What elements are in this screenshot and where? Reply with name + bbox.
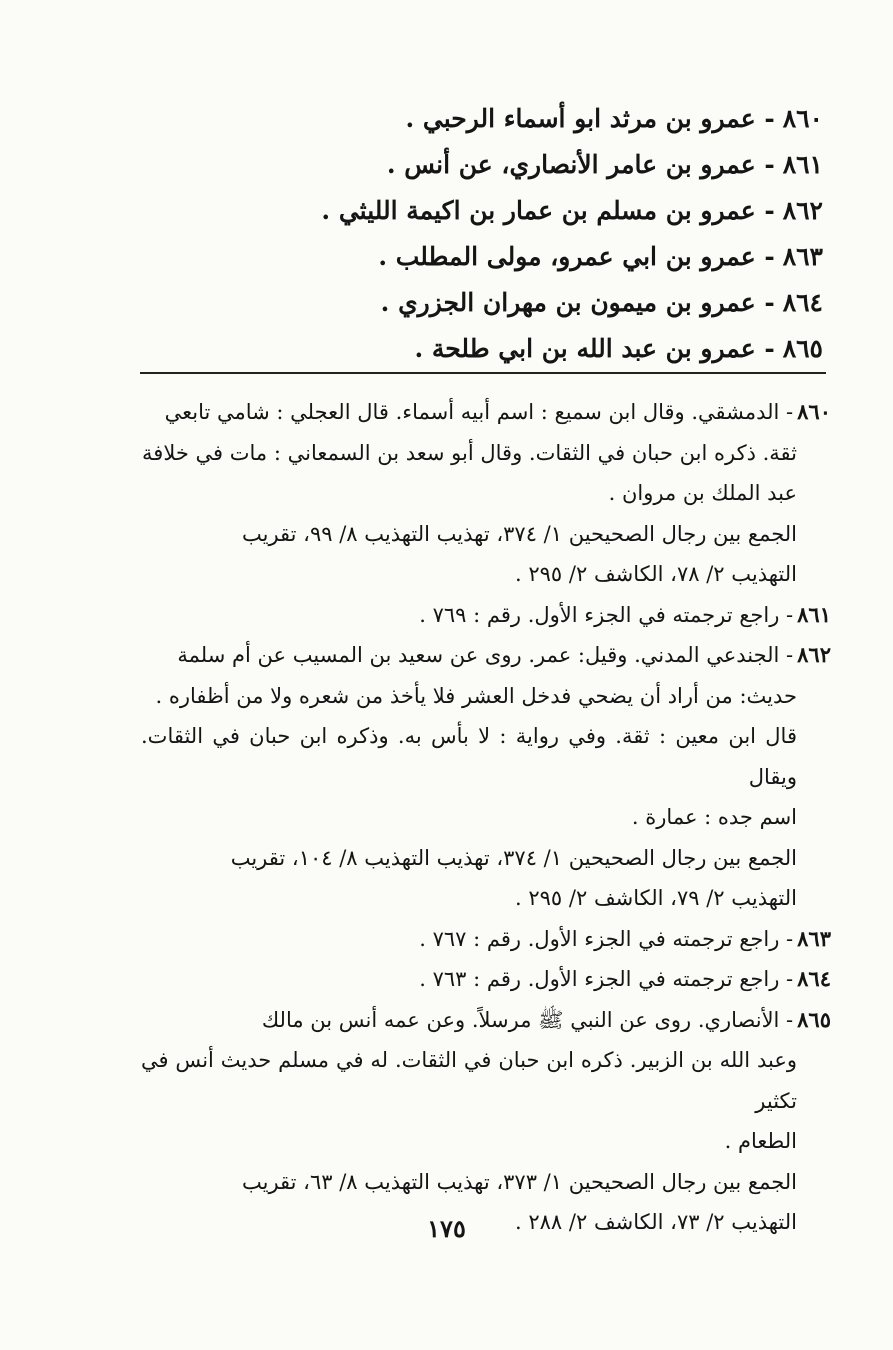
footnote-line: قال ابن معين : ثقة. وفي رواية : لا بأس به. وذكره ابن حبان في الثقات. ويقال bbox=[141, 724, 797, 789]
footnote-line: ٨٦٢- الجندعي المدني. وقيل: عمر. روى عن سعيد بن المسيب عن أم سلمة bbox=[177, 642, 831, 667]
footnote-865 bbox=[141, 1000, 831, 1243]
footnote-line: وعبد الله بن الزبير. ذكره ابن حبان في الثقات. له في مسلم حديث أنس في تكثير bbox=[141, 1048, 797, 1113]
footnote-line: الجمع بين رجال الصحيحين ١/ ٣٧٣، تهذيب التهذيب ٨/ ٦٣، تقريب bbox=[241, 1169, 797, 1194]
footnote-line: حديث: من أراد أن يضحي فدخل العشر فلا يأخذ من شعره ولا من أظفاره . bbox=[155, 683, 797, 708]
footnote-number: ٨٦٤ bbox=[797, 966, 831, 991]
footnote-line: ٨٦١- راجع ترجمته في الجزء الأول. رقم : ٧٦٩ . bbox=[419, 601, 831, 627]
entry-number: ٨٦٥ bbox=[782, 334, 823, 363]
footnote-line: التهذيب ٢/ ٧٨، الكاشف ٢/ ٢٩٥ . bbox=[515, 562, 797, 586]
footnote-864 bbox=[141, 959, 831, 1000]
entry-text: - عمرو بن ابي عمرو، مولى المطلب . bbox=[378, 242, 775, 271]
entry-text: - عمرو بن عامر الأنصاري، عن أنس . bbox=[386, 150, 775, 179]
footnotes bbox=[141, 392, 831, 1243]
entry-number: ٨٦٢ bbox=[782, 196, 823, 225]
entry-861 bbox=[303, 142, 823, 188]
footnote-862 bbox=[141, 635, 831, 919]
entry-text: - عمرو بن عبد الله بن ابي طلحة . bbox=[414, 334, 775, 363]
entry-number: ٨٦٤ bbox=[782, 288, 823, 317]
footnote-860 bbox=[141, 392, 831, 595]
footnote-line: ٨٦٥- الأنصاري. روى عن النبي ﷺ مرسلاً. وعن عمه أنس بن مالك bbox=[261, 1006, 831, 1032]
entry-list bbox=[303, 96, 823, 372]
footnote-number: ٨٦٠ bbox=[797, 399, 831, 424]
footnote-line: الطعام . bbox=[724, 1129, 797, 1153]
page-number: ١٧٥ bbox=[427, 1214, 466, 1243]
footnote-line: ٨٦٤- راجع ترجمته في الجزء الأول. رقم : ٧٦٣ . bbox=[419, 966, 831, 991]
footnote-861 bbox=[141, 595, 831, 636]
entry-number: ٨٦٠ bbox=[782, 104, 823, 133]
footnote-line: الجمع بين رجال الصحيحين ١/ ٣٧٤، تهذيب التهذيب ٨/ ١٠٤، تقريب bbox=[230, 845, 797, 870]
footnote-line: التهذيب ٢/ ٧٩، الكاشف ٢/ ٢٩٥ . bbox=[515, 886, 797, 910]
footnote-line: ٨٦٠- الدمشقي. وقال ابن سميع : اسم أبيه أسماء. قال العجلي : شامي تابعي bbox=[164, 399, 831, 424]
footnote-number: ٨٦٢ bbox=[797, 642, 831, 667]
entry-number: ٨٦٣ bbox=[782, 242, 823, 271]
footnote-line: عبد الملك بن مروان . bbox=[608, 481, 797, 505]
footnote-line: الجمع بين رجال الصحيحين ١/ ٣٧٤، تهذيب التهذيب ٨/ ٩٩، تقريب bbox=[241, 521, 797, 546]
entry-862 bbox=[303, 188, 823, 234]
entry-text: - عمرو بن ميمون بن مهران الجزري . bbox=[380, 288, 775, 317]
footnote-line: اسم جده : عمارة . bbox=[631, 805, 797, 829]
footnote-number: ٨٦٣ bbox=[797, 925, 831, 951]
footnote-divider bbox=[140, 372, 826, 374]
footnote-number: ٨٦٥ bbox=[797, 1006, 831, 1032]
entry-865 bbox=[303, 326, 823, 372]
entry-863 bbox=[303, 234, 823, 280]
footnote-number: ٨٦١ bbox=[797, 601, 831, 627]
entry-860 bbox=[303, 96, 823, 142]
entry-number: ٨٦١ bbox=[782, 150, 823, 179]
footnote-line: ٨٦٣- راجع ترجمته في الجزء الأول. رقم : ٧٦٧ . bbox=[419, 925, 831, 951]
entry-text: - عمرو بن مسلم بن عمار بن اكيمة الليثي . bbox=[321, 196, 775, 225]
entry-text: - عمرو بن مرثد ابو أسماء الرحبي . bbox=[405, 104, 775, 133]
footnote-863 bbox=[141, 919, 831, 960]
entry-864 bbox=[303, 280, 823, 326]
footnote-line: ثقة. ذكره ابن حبان في الثقات. وقال أبو سعد بن السمعاني : مات في خلافة bbox=[142, 440, 797, 465]
footnote-line: التهذيب ٢/ ٧٣، الكاشف ٢/ ٢٨٨ . bbox=[515, 1210, 797, 1234]
